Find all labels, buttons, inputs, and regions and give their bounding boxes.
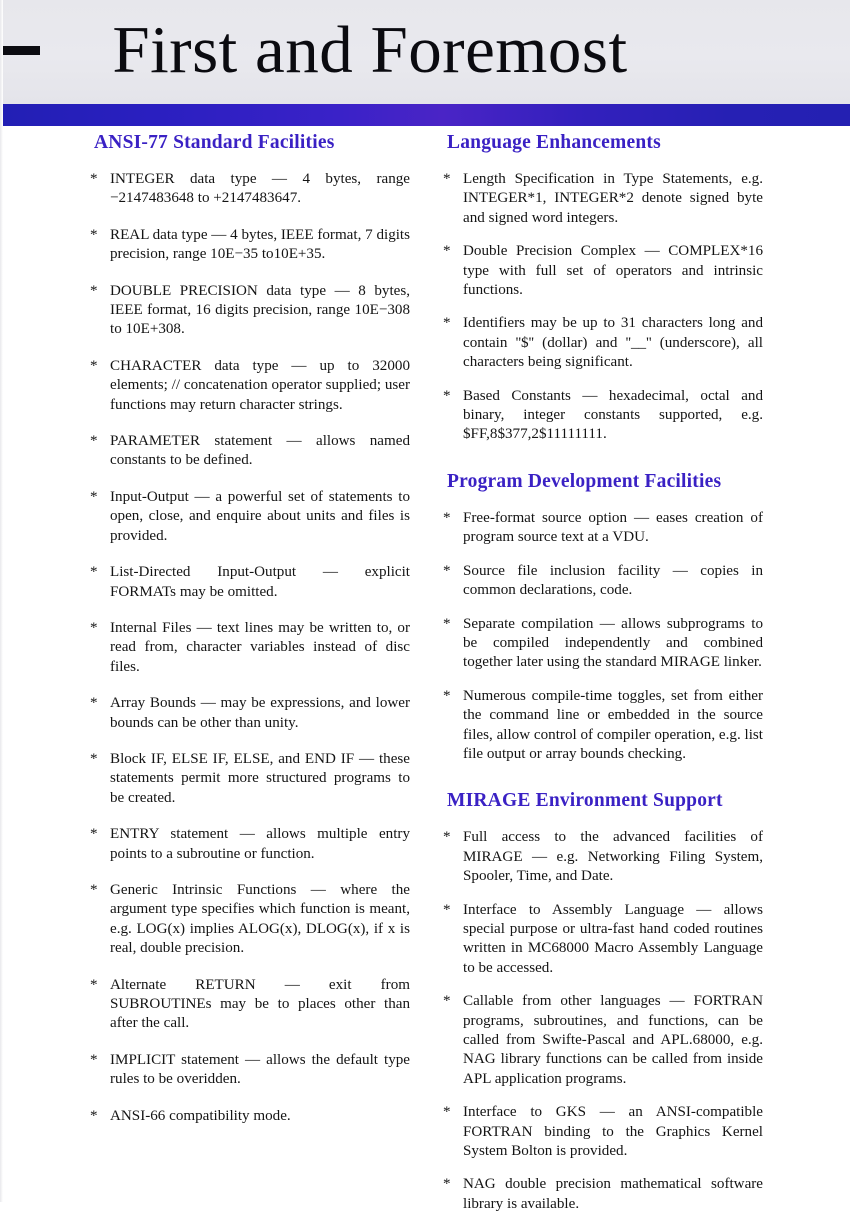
bullet-text: Generic Intrinsic Functions — where the argument type specifies which function is meant, e.g. LOG(x) implies ALOG(x), DLOG(x), if x is real, double precision. [110,881,410,957]
bullet-marker-icon: * [90,750,98,767]
bullet-marker-icon: * [443,901,451,918]
bullet-marker-icon: * [443,509,451,526]
bullet-item [90,432,410,471]
bullet-marker-icon: * [90,695,98,712]
bullet-marker-icon: * [90,488,98,505]
scan-edge-artifact [0,0,3,1202]
section-heading-ansi-77-standard-facilities: ANSI-77 Standard Facilities [94,132,335,153]
bullet-item [443,1103,763,1161]
bullet-marker-icon: * [90,826,98,843]
bullet-text: Numerous compile-time toggles, set from either the command line or embedded in the source files, allow control of compiler operation, e.g. list file output or array bounds checking. [463,687,763,762]
bullet-marker-icon: * [443,615,451,632]
bullet-item [443,992,763,1089]
bullet-marker-icon: * [443,171,451,187]
bullet-item [443,828,763,886]
bullet-marker-icon: * [90,1107,98,1124]
bullet-marker-icon: * [443,387,451,404]
bullet-marker-icon: * [443,687,451,704]
column-right [443,132,763,1228]
bullet-item [90,170,410,209]
bullet-text: Input-Output — a powerful set of statements to open, close, and enquire about units and files is provided. [110,488,410,544]
bullet-marker-icon: * [443,562,451,579]
bullet-marker-icon: * [90,976,98,993]
bullet-marker-icon: * [90,619,98,636]
bullet-text: NAG double precision mathematical software library is available. [463,1176,763,1212]
bullet-item [443,387,763,445]
bullet-text: Array Bounds — may be expressions, and lower bounds can be other than unity. [110,695,410,731]
bullet-marker-icon: * [90,226,98,243]
bullet-item [90,563,410,602]
masthead [0,0,850,104]
bullet-text: Interface to Assembly Language — allows special purpose or ultra-fast hand coded routines written in MC68000 Macro Assembly Language to be accessed. [463,901,763,976]
bullet-item [443,687,763,765]
bullet-item [90,750,410,808]
bullet-text: Alternate RETURN — exit from SUBROUTINEs may be to places other than after the call. [110,976,410,1032]
bullet-marker-icon: * [443,993,451,1010]
bullet-text: INTEGER data type — 4 bytes, range −2147483648 to +2147483647. [110,171,410,207]
bullet-marker-icon: * [443,829,451,846]
bullet-marker-icon: * [90,433,98,450]
bullet-item [90,1051,410,1090]
bullet-item [443,509,763,548]
bullet-item [443,615,763,673]
page-title: First and Foremost [112,13,628,87]
bullet-text: REAL data type — 4 bytes, IEEE format, 7 digits precision, range 10E−35 to10E+35. [110,226,410,263]
bullet-marker-icon: * [90,282,98,299]
bullet-item [443,562,763,601]
bullet-item [90,694,410,733]
section-heading-program-development-facilities: Program Development Facilities [447,470,722,492]
bullet-marker-icon: * [443,315,451,332]
bullet-marker-icon: * [443,1104,451,1121]
bullet-text: Separate compilation — allows subprograms to be compiled independently and combined together later using the standard MIRAGE linker. [463,615,763,671]
bullet-item [90,226,410,265]
bullet-marker-icon: * [443,243,451,260]
bullet-marker-icon: * [90,1051,98,1068]
bullet-item [90,881,410,959]
bullet-item [90,282,410,340]
column-left [90,132,410,1143]
bullet-item [443,1175,763,1214]
bullet-marker-icon: * [443,1176,451,1193]
bullet-text: Callable from other languages — FORTRAN programs, subroutines, and functions, can be called from Swifte-Pascal and APL.68000, e.g. NAG library functions can be called from inside APL application programs. [463,993,763,1087]
bullet-text: Based Constants — hexadecimal, octal and binary, integer constants supported, e.g. $FF,8$377,2$11111111. [463,387,763,443]
bullet-text: PARAMETER statement — allows named constants to be defined. [110,433,410,469]
header-rule-bar [0,104,850,126]
bullet-text: Identifiers may be up to 31 characters long and contain ''$'' (dollar) and ''__'' (underscore), all characters being significant. [463,315,763,371]
bullet-text: DOUBLE PRECISION data type — 8 bytes, IEEE format, 16 digits precision, range 10E−308 to 10E+308. [110,282,410,338]
bullet-item [90,619,410,677]
bullet-text: Internal Files — text lines may be written to, or read from, character variables instead of disc files. [110,619,410,675]
bullet-text: ANSI-66 compatibility mode. [110,1107,291,1124]
bullet-item [443,242,763,300]
bullet-item [90,357,410,415]
bullet-text: Free-format source option — eases creation of program source text at a VDU. [463,509,763,546]
section-heading-language-enhancements: Language Enhancements [447,132,661,153]
bullet-text: Source file inclusion facility — copies in common declarations, code. [463,562,763,599]
bullet-item [90,825,410,864]
bullet-text: IMPLICIT statement — allows the default type rules to be overidden. [110,1051,410,1088]
bullet-item [443,314,763,372]
bullet-marker-icon: * [90,564,98,581]
bullet-text: Length Specification in Type Statements, e.g. INTEGER*1, INTEGER*2 denote signed byte and signed word integers. [463,171,763,226]
bullet-item [90,1107,410,1126]
bullet-item [443,901,763,979]
bullet-marker-icon: * [90,881,98,898]
bullet-item [90,976,410,1034]
article-body [0,132,850,1228]
bullet-text: Double Precision Complex — COMPLEX*16 type with full set of operators and intrinsic functions. [463,243,763,299]
bullet-text: List-Directed Input-Output — explicit FORMATs may be omitted. [110,564,410,600]
bullet-text: Interface to GKS — an ANSI-compatible FORTRAN binding to the Graphics Kernel System Bolton is provided. [463,1104,763,1160]
two-column-layout [0,132,850,1228]
bullet-text: Full access to the advanced facilities of MIRAGE — e.g. Networking Filing System, Spooler, Time, and Date. [463,829,763,885]
bullet-marker-icon: * [90,357,98,374]
bullet-text: CHARACTER data type — up to 32000 elements; // concatenation operator supplied; user functions may return character strings. [110,357,410,413]
bullet-marker-icon: * [90,171,98,187]
bullet-text: Block IF, ELSE IF, ELSE, and END IF — these statements permit more structured programs to be created. [110,750,410,806]
bullet-item [90,488,410,546]
bullet-item [443,170,763,228]
bullet-text: ENTRY statement — allows multiple entry points to a subroutine or function. [110,826,410,862]
section-heading-mirage-environment-support: MIRAGE Environment Support [447,790,723,812]
